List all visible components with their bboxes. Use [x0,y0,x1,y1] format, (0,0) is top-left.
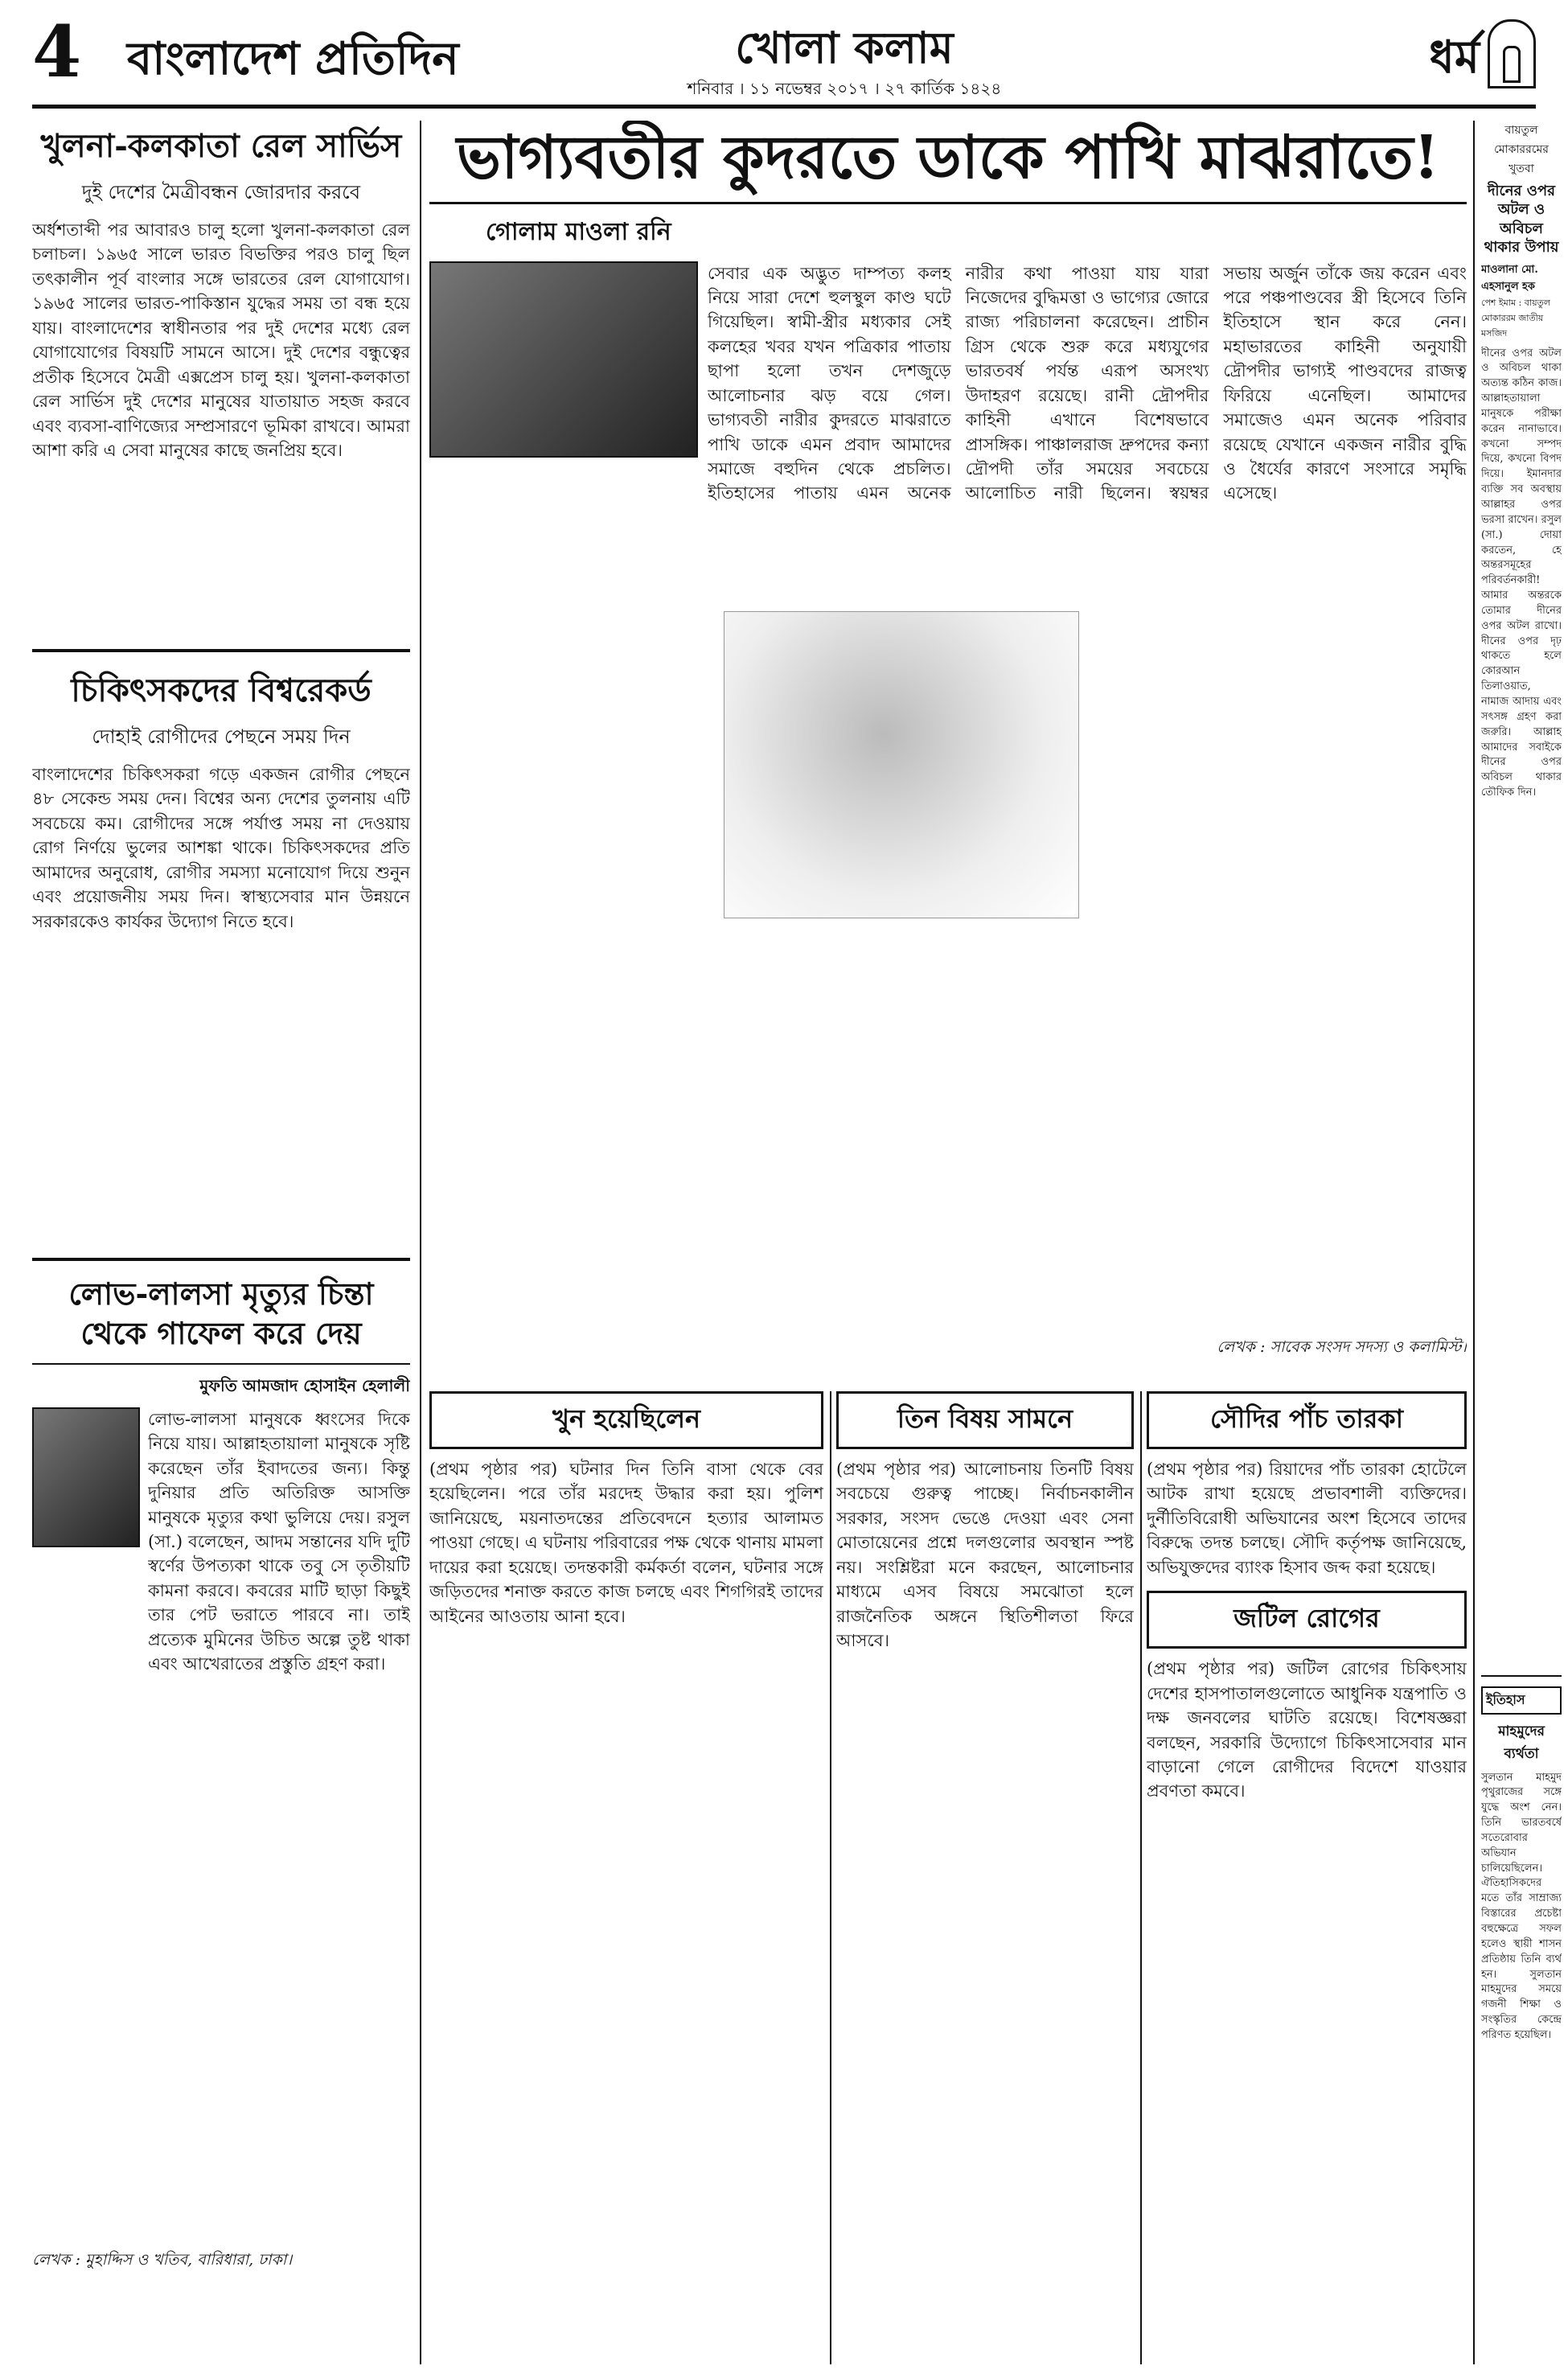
right-column [1481,121,1562,2364]
religion-section-tag: ধর্ম [1429,31,1480,84]
history-body: সুলতান মাহমুদ পৃথুরাজের সঙ্গে যুদ্ধে অংশ নেন। তিনি ভারতবর্ষে সতেরোবার অভিযান চালিয়েছিলেন। ঐতিহাসিকদের মতে তাঁর সাম্রাজ্য বিস্তারের প্রচেষ্টা বহুক্ষেত্রে সফল হলেও স্থায়ী শাসন প্রতিষ্ঠায় তিনি ব্যর্থ হন। সুলতান মাহমুদের সময়ে গজনী শিক্ষা ও সংস্কৃতির কেন্দ্রে পরিণত হয়েছিল। [1481,1771,1562,2041]
continuation-3-body: (প্রথম পৃষ্ঠার পর) রিয়াদের পাঁচ তারকা হোটেলে আটক রাখা হয়েছে প্রভাবশালী ব্যক্তিদের। দুর্নীতিবিরোধী অভিযানের অংশ হিসেবে তাদের বিরুদ্ধে তদন্ত চলছে। সৌদি কর্তৃপক্ষ জানিয়েছে, অভিযুক্তদের ব্যাংক হিসাব জব্দ করা হয়েছে। [1147,1460,1467,1577]
hands-illustration [724,611,1079,918]
left-column [32,121,410,2364]
greed-article-signature: লেখক : মুহাদ্দিস ও খতিব, বারিধারা, ঢাকা। [32,2250,293,2269]
author-photo [32,1407,140,1547]
feature-signature: লেখক : সাবেক সংসদ সদস্য ও কলামিস্ট। [1217,1337,1467,1356]
column-rule [420,121,421,2364]
feature-body: সেবার এক অদ্ভুত দাম্পত্য কলহ নিয়ে সারা দেশে হুলস্থুল কাণ্ড ঘটে গিয়েছিল। স্বামী-স্ত্রীর মধ্যকার সেই কলহের খবর যখন পত্রিকার পাতায় ছাপা হলো তখন দেশজুড়ে আলোচনার ঝড় বয়ে গেল। ভাগ্যবতী নারীর কুদরতে মাঝরাতে পাখি ডাকে এমন প্রবাদ আমাদের সমাজে বহুদিন থেকে প্রচলিত। ইতিহাসের পাতায় এমন অনেক নারীর কথা পাওয়া যায় যারা নিজেদের বুদ্ধিমত্তা ও ভাগ্যের জোরে রাজ্য পরিচালনা করেছেন। প্রাচীন গ্রিস থেকে শুরু করে মধ্যযুগের ভারতবর্ষ পর্যন্ত এরূপ অসংখ্য উদাহরণ রয়েছে। রানী দ্রৌপদীর কাহিনী এখানে বিশেষভাবে প্রাসঙ্গিক। পাঞ্চালরাজ দ্রুপদের কন্যা দ্রৌপদী তাঁর সময়ের সবচেয়ে আলোচিত নারী ছিলেন। স্বয়ম্বর সভায় অর্জুন তাঁকে জয় করেন এবং পরে পঞ্চপাণ্ডবের স্ত্রী হিসেবে তিনি ইতিহাসে স্থান করে নেন। মহাভারতের কাহিনী অনুযায়ী দ্রৌপদীর ভাগ্যই পাণ্ডবদের রাজত্ব ফিরিয়ে এনেছিল। আমাদের সমাজেও এমন অনেক পরিবার রয়েছে যেখানে একজন নারীর বুদ্ধি ও ধৈর্যের কারণে সংসারে সমৃদ্ধি এসেছে। [708,263,1467,503]
rail-editorial-title: খুলনা-কলকাতা রেল সার্ভিস [40,127,402,165]
section-title: খোলা কলাম [735,22,954,73]
rail-editorial-subtitle: দুই দেশের মৈত্রীবন্ধন জোরদার করবে [81,181,361,203]
continuation-1-body: (প্রথম পৃষ্ঠার পর) ঘটনার দিন তিনি বাসা থেকে বের হয়েছিলেন। পরে তাঁর মরদেহ উদ্ধার করা হয়। পুলিশ জানিয়েছে, ময়নাতদন্তের প্রতিবেদনে হত্যার আলামত পাওয়া গেছে। এ ঘটনায় পরিবারের পক্ষ থেকে থানায় মামলা দায়ের করা হয়েছে। তদন্তকারী কর্মকর্তা বলেন, ঘটনার সঙ্গে জড়িতদের শনাক্ত করতে কাজ চলছে এবং শিগগিরই তাদের আইনের আওতায় আনা হবে। [429,1460,823,1626]
continuation-2-body: (প্রথম পৃষ্ঠার পর) আলোচনায় তিনটি বিষয় সবচেয়ে গুরুত্ব পাচ্ছে। নির্বাচনকালীন সরকার, সংসদ ভেঙে দেওয়া এবং সেনা মোতায়েনের প্রশ্নে দলগুলোর অবস্থান স্পষ্ট নয়। সংশ্লিষ্টরা মনে করছেন, আলোচনার মাধ্যমে এসব বিষয়ে সমঝোতা হলে রাজনৈতিক অঙ্গনে স্থিতিশীলতা ফিরে আসবে। [836,1460,1134,1651]
feature-headline: ভাগ্যবতীর কুদরতে ডাকে পাখি মাঝরাতে! [429,121,1467,204]
continuation-1 [429,1391,823,2364]
column-rule [1140,1391,1142,2364]
continuation-2-title: তিন বিষয় সামনে [836,1391,1134,1449]
doctors-editorial-subtitle: দোহাই রোগীদের পেছনে সময় দিন [92,725,351,748]
sermon-author-note: পেশ ইমাম : বায়তুল মোকাররম জাতীয় মসজিদ [1481,297,1551,339]
sermon-kicker: বায়তুল মোকাররমের খুতবা [1494,124,1549,175]
divider [32,1258,410,1261]
column-rule [830,1391,831,2364]
rail-editorial-body: অর্ধশতাব্দী পর আবারও চালু হলো খুলনা-কলকাতা রেল চলাচল। ১৯৬৫ সালে ভারত বিভক্তির পরও চালু ছিল তৎকালীন পূর্ব বাংলার সঙ্গে ভারতের রেল যোগাযোগ। ১৯৬৫ সালের ভারত-পাকিস্তান যুদ্ধের সময় তা বন্ধ হয়ে যায়। বাংলাদেশের স্বাধীনতার পর দুই দেশের মধ্যে রেল যোগাযোগের বিষয়টি সামনে আসে। দুই দেশের বন্ধুত্বের প্রতীক হিসেবে মৈত্রী এক্সপ্রেস চালু হয়। খুলনা-কলকাতা রেল সার্ভিস দুই দেশের মানুষের যাতায়াত সহজ করবে এবং ব্যবসা-বাণিজ্যের সম্প্রসারণে ভূমিকা রাখবে। আমরা আশা করি এ সেবা মানুষের কাছে জনপ্রিয় হবে। [32,220,410,460]
sermon-author: মাওলানা মো. এহসানুল হক [1481,263,1538,293]
doctors-editorial-title: চিকিৎসকদের বিশ্বরেকর্ড [71,672,371,709]
continuation-2 [836,1391,1134,2364]
greed-article-body: লোভ-লালসা মানুষকে ধ্বংসের দিকে নিয়ে যায়। আল্লাহতায়ালা মানুষকে সৃষ্টি করেছেন তাঁর ইবাদতের জন্য। কিন্তু দুনিয়ার প্রতি অতিরিক্ত আসক্তি মানুষকে মৃত্যুর কথা ভুলিয়ে দেয়। রসুল (সা.) বলেছেন, আদম সন্তানের যদি দুটি স্বর্ণের উপত্যকা থাকে তবু সে তৃতীয়টি কামনা করবে। কবরের মাটি ছাড়া কিছুই তার পেট ভরাতে পারবে না। তাই প্রত্যেক মুমিনের উচিত অল্পে তুষ্ট থাকা এবং আখেরাতের প্রস্তুতি গ্রহণ করা। [148,1409,410,1674]
feature-author: গোলাম মাওলা রনি [486,217,671,246]
sermon-title: দীনের ওপর অটল ও অবিচল থাকার উপায় [1484,183,1559,257]
page-number: 4 [32,10,82,93]
column-rule [1473,121,1475,2364]
newspaper-name: বাংলাদেশ প্রতিদিন [127,32,459,85]
continuation-4-body: (প্রথম পৃষ্ঠার পর) জটিল রোগের চিকিৎসায় দেশের হাসপাতালগুলোতে আধুনিক যন্ত্রপাতি ও দক্ষ জনবলের ঘাটতি রয়েছে। বিশেষজ্ঞরা বলছেন, সরকারি উদ্যোগে চিকিৎসাসেবার মান বাড়ানো গেলে রোগীদের বিদেশে যাওয়ার প্রবণতা কমবে। [1147,1659,1467,1801]
author-photo [429,261,698,458]
continuation-3 [1147,1391,1467,2364]
history-title: মাহমুদের ব্যর্থতা [1498,1723,1545,1762]
greed-article-author: মুফতি আমজাদ হোসাইন হেলালী [199,1375,410,1395]
continuation-3-title: সৌদির পাঁচ তারকা [1147,1391,1467,1449]
masthead-rule [32,105,1536,109]
mosque-arch-icon [1488,19,1536,88]
divider [32,649,410,652]
history-tag: ইতিহাস [1481,1686,1562,1715]
continuation-1-title: খুন হয়েছিলেন [429,1391,823,1449]
doctors-editorial-body: বাংলাদেশের চিকিৎসকরা গড়ে একজন রোগীর পেছনে ৪৮ সেকেন্ড সময় দেন। বিশ্বের অন্য দেশের তুলনায় এটি সবচেয়ে কম। রোগীদের সঙ্গে পর্যাপ্ত সময় না দেওয়ায় রোগ নির্ণয়ে ভুলের আশঙ্কা থাকে। চিকিৎসকদের প্রতি আমাদের অনুরোধ, রোগীর সমস্যা মনোযোগ দিয়ে শুনুন এবং প্রয়োজনীয় সময় দিন। স্বাস্থ্যসেবার মান উন্নয়নে সরকারকেও কার্যকর উদ্যোগ নিতে হবে। [32,765,410,931]
sermon-body: দীনের ওপর অটল ও অবিচল থাকা অত্যন্ত কঠিন কাজ। আল্লাহতায়ালা মানুষকে পরীক্ষা করেন নানাভাবে। কখনো সম্পদ দিয়ে, কখনো বিপদ দিয়ে। ইমানদার ব্যক্তি সব অবস্থায় আল্লাহর ওপর ভরসা রাখেন। রসুল (সা.) দোয়া করতেন, হে অন্তরসমূহের পরিবর্তনকারী! আমার অন্তরকে তোমার দীনের ওপর অটল রাখো। দীনের ওপর দৃঢ় থাকতে হলে কোরআন তিলাওয়াত, নামাজ আদায় এবং সৎসঙ্গ গ্রহণ করা জরুরি। আল্লাহ আমাদের সবাইকে দীনের ওপর অবিচল থাকার তৌফিক দিন। [1481,347,1562,799]
divider [1481,1675,1562,1677]
continuation-4-title: জটিল রোগের [1147,1591,1467,1649]
greed-article-title: লোভ-লালসা মৃত্যুর চিন্তা থেকে গাফেল করে দেয় [68,1275,374,1352]
divider [32,1363,410,1365]
dateline: শনিবার । ১১ নভেম্বর ২০১৭ । ২৭ কার্তিক ১৪২৪ [687,79,1002,98]
